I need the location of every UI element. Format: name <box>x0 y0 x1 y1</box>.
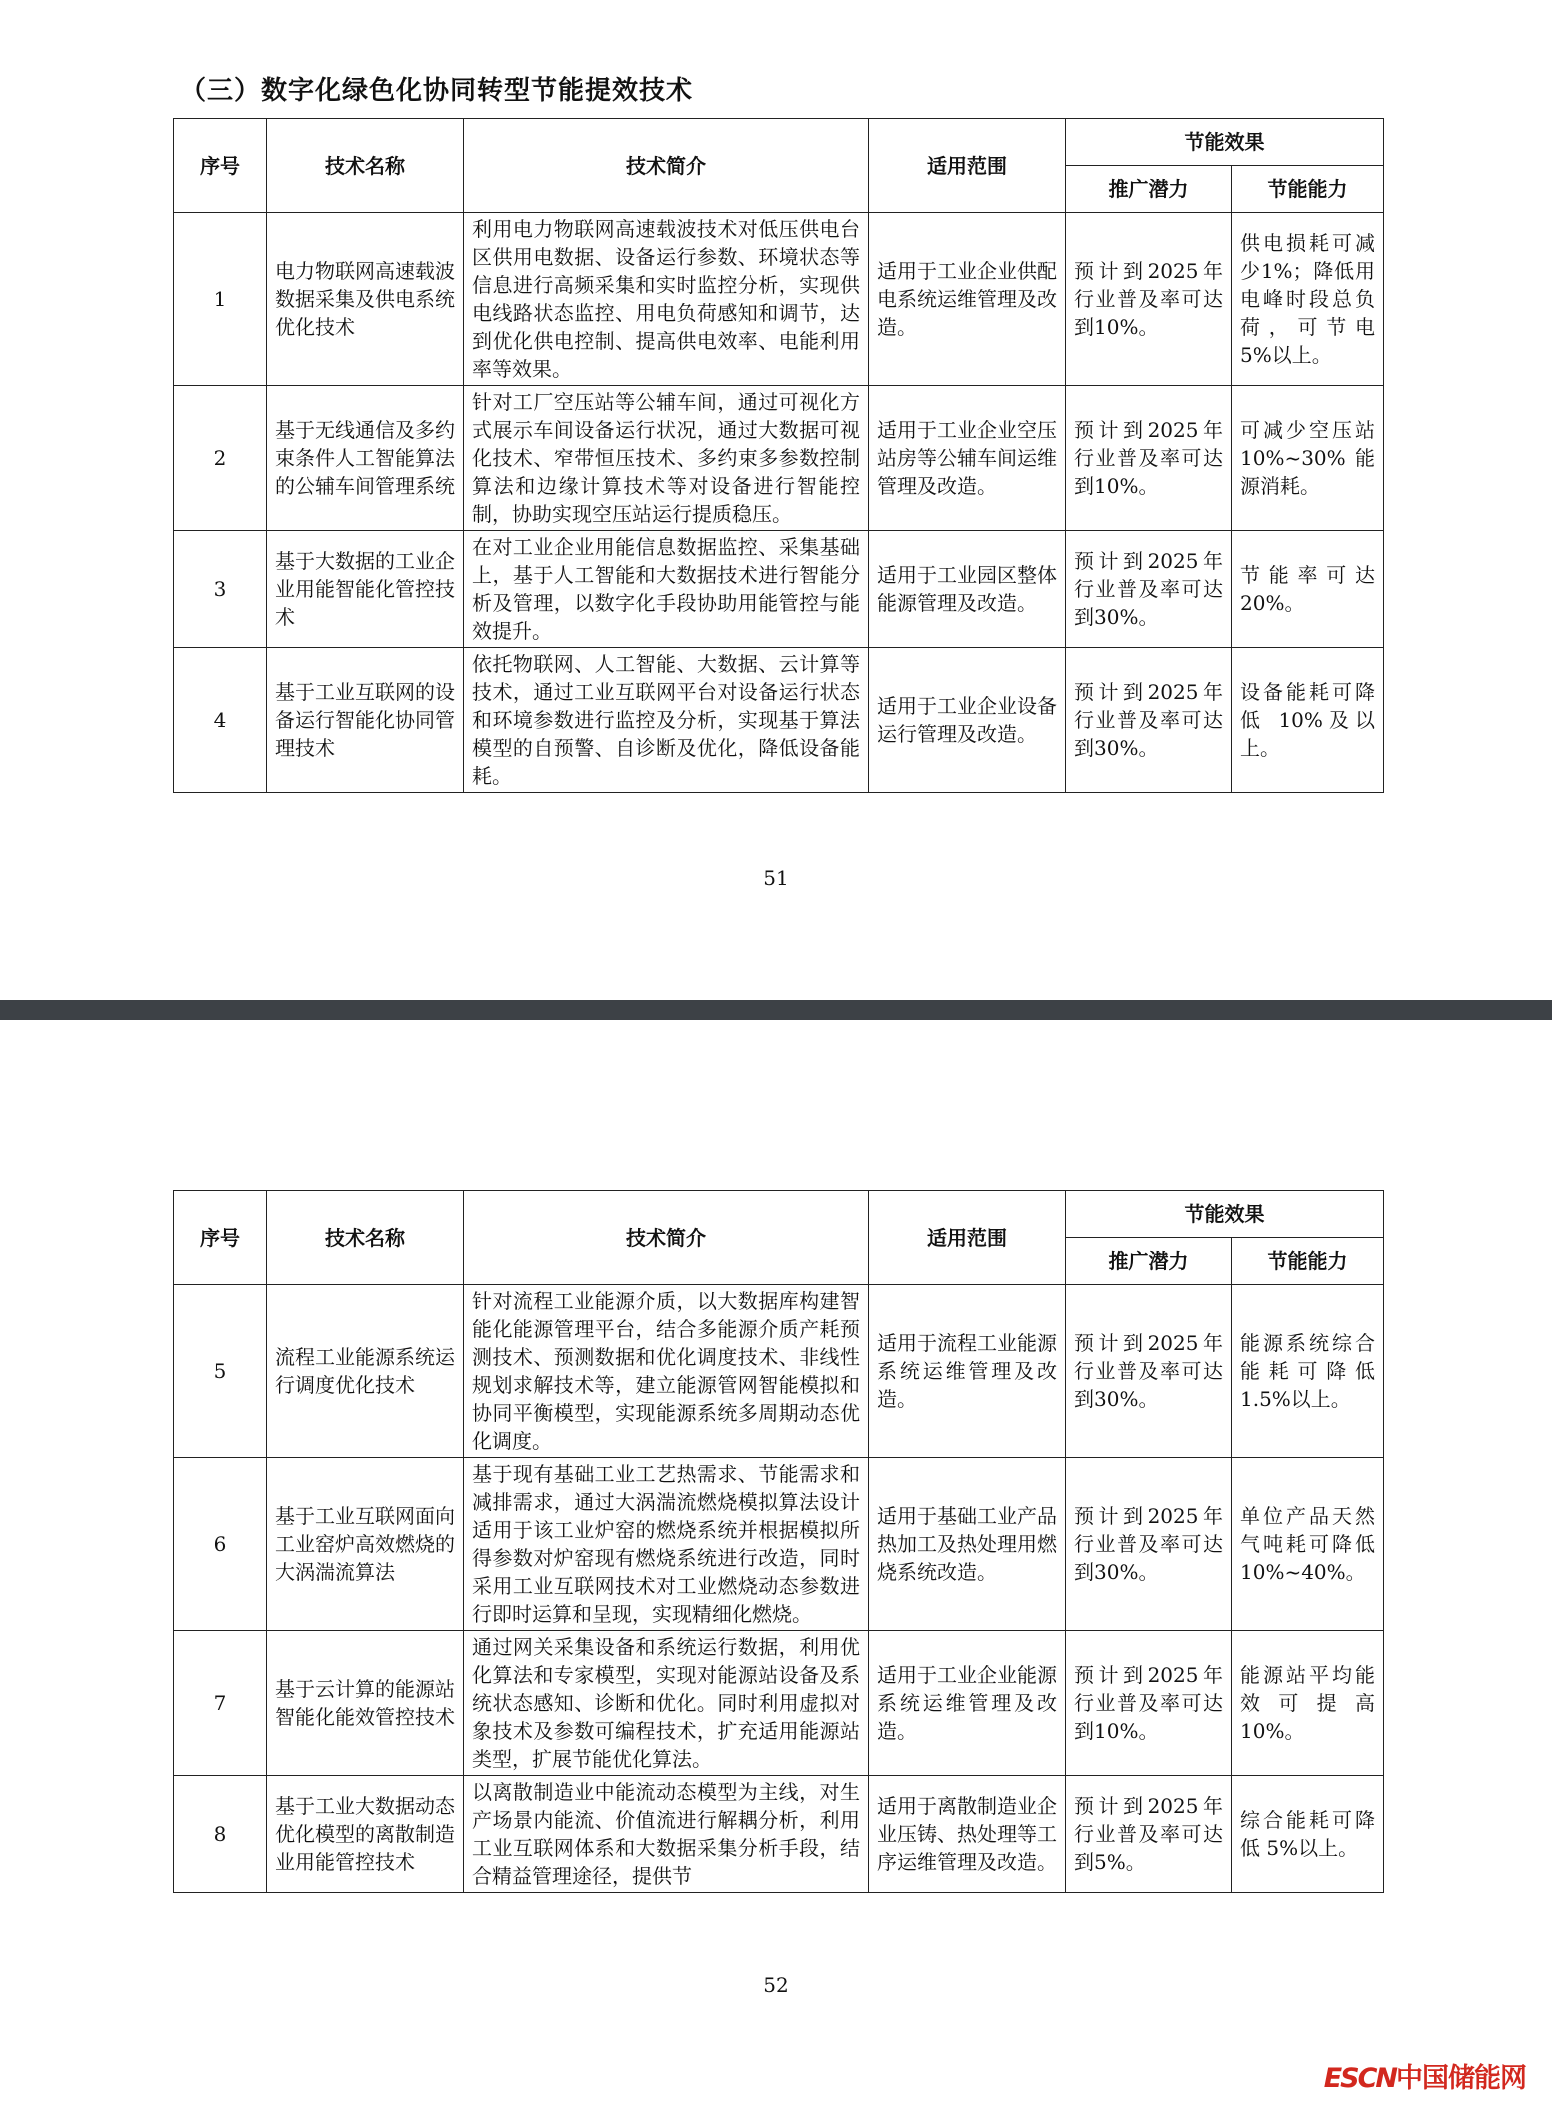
row-summary: 以离散制造业中能流动态模型为主线，对生产场景内能流、价值流进行解耦分析，利用工业互联网体系和大数据采集分析手段，结合精益管理途径，提供节 <box>464 1776 869 1893</box>
row-scope: 适用于工业企业空压站房等公辅车间运维管理及改造。 <box>869 386 1066 531</box>
row-name: 流程工业能源系统运行调度优化技术 <box>267 1285 464 1458</box>
header-name: 技术名称 <box>267 1191 464 1285</box>
row-scope: 适用于流程工业能源系统运维管理及改造。 <box>869 1285 1066 1458</box>
row-name: 基于无线通信及多约束条件人工智能算法的公辅车间管理系统 <box>267 386 464 531</box>
row-potential: 预计到2025年行业普及率可达到30%。 <box>1066 1285 1232 1458</box>
row-index: 2 <box>174 386 267 531</box>
header-scope: 适用范围 <box>869 1191 1066 1285</box>
table-row <box>174 1776 1384 1893</box>
table-row <box>174 648 1384 793</box>
header-potential: 推广潜力 <box>1066 1238 1232 1285</box>
row-summary: 基于现有基础工业工艺热需求、节能需求和减排需求，通过大涡湍流燃烧模拟算法设计适用于该工业炉窑的燃烧系统并根据模拟所得参数对炉窑现有燃烧系统进行改造，同时采用工业互联网技术对工业燃烧动态参数进行即时运算和呈现，实现精细化燃烧。 <box>464 1458 869 1631</box>
row-capacity: 单位产品天然气吨耗可降低10%~40%。 <box>1232 1458 1384 1631</box>
row-index: 3 <box>174 531 267 648</box>
row-capacity: 能源系统综合能耗可降低 1.5%以上。 <box>1232 1285 1384 1458</box>
row-potential: 预计到2025年行业普及率可达到5%。 <box>1066 1776 1232 1893</box>
row-capacity: 可减少空压站 10%~30%能源消耗。 <box>1232 386 1384 531</box>
page-52 <box>0 1020 1552 2117</box>
header-name: 技术名称 <box>267 119 464 213</box>
row-name: 电力物联网高速载波数据采集及供电系统优化技术 <box>267 213 464 386</box>
row-potential: 预计到2025年行业普及率可达到30%。 <box>1066 531 1232 648</box>
row-name: 基于工业互联网的设备运行智能化协同管理技术 <box>267 648 464 793</box>
header-index: 序号 <box>174 119 267 213</box>
page-divider <box>0 1000 1552 1020</box>
row-summary: 利用电力物联网高速载波技术对低压供电台区供用电数据、设备运行参数、环境状态等信息进行高频采集和实时监控分析，实现供电线路状态监控、用电负荷感知和调节，达到优化供电控制、提高供电效率、电能利用率等效果。 <box>464 213 869 386</box>
row-scope: 适用于工业企业能源系统运维管理及改造。 <box>869 1631 1066 1776</box>
logo-cn: 中国储能网 <box>1396 2063 1526 2094</box>
row-index: 1 <box>174 213 267 386</box>
table-row <box>174 1458 1384 1631</box>
row-summary: 依托物联网、人工智能、大数据、云计算等技术，通过工业互联网平台对设备运行状态和环境参数进行监控及分析，实现基于算法模型的自预警、自诊断及优化，降低设备能耗。 <box>464 648 869 793</box>
row-name: 基于大数据的工业企业用能智能化管控技术 <box>267 531 464 648</box>
header-scope: 适用范围 <box>869 119 1066 213</box>
row-index: 5 <box>174 1285 267 1458</box>
row-capacity: 设备能耗可降低 10%及以上。 <box>1232 648 1384 793</box>
header-capacity: 节能能力 <box>1232 1238 1384 1285</box>
header-summary: 技术简介 <box>464 119 869 213</box>
row-summary: 在对工业企业用能信息数据监控、采集基础上，基于人工智能和大数据技术进行智能分析及管理，以数字化手段协助用能管控与能效提升。 <box>464 531 869 648</box>
row-name: 基于工业互联网面向工业窑炉高效燃烧的大涡湍流算法 <box>267 1458 464 1631</box>
row-potential: 预计到2025年行业普及率可达到30%。 <box>1066 1458 1232 1631</box>
row-potential: 预计到2025年行业普及率可达到10%。 <box>1066 386 1232 531</box>
row-index: 8 <box>174 1776 267 1893</box>
table-row <box>174 386 1384 531</box>
logo-en: ESCN <box>1323 2063 1396 2094</box>
tech-table-2 <box>173 1190 1384 1893</box>
tech-table-1 <box>173 118 1384 793</box>
page-number: 51 <box>763 866 789 890</box>
row-capacity: 综合能耗可降低 5%以上。 <box>1232 1776 1384 1893</box>
page-51 <box>0 0 1552 1000</box>
row-summary: 针对工厂空压站等公辅车间，通过可视化方式展示车间设备运行状况，通过大数据可视化技术、窄带恒压技术、多约束多参数控制算法和边缘计算技术等对设备进行智能控制，协助实现空压站运行提质稳压。 <box>464 386 869 531</box>
section-title: （三）数字化绿色化协同转型节能提效技术 <box>180 76 694 106</box>
row-capacity: 供电损耗可减少1%；降低用电峰时段总负荷，可节电 5%以上。 <box>1232 213 1384 386</box>
row-scope: 适用于离散制造业企业压铸、热处理等工序运维管理及改造。 <box>869 1776 1066 1893</box>
row-summary: 通过网关采集设备和系统运行数据，利用优化算法和专家模型，实现对能源站设备及系统状态感知、诊断和优化。同时利用虚拟对象技术及参数可编程技术，扩充适用能源站类型，扩展节能优化算法。 <box>464 1631 869 1776</box>
table-row <box>174 213 1384 386</box>
row-potential: 预计到2025年行业普及率可达到10%。 <box>1066 1631 1232 1776</box>
row-potential: 预计到2025年行业普及率可达到30%。 <box>1066 648 1232 793</box>
row-name: 基于云计算的能源站智能化能效管控技术 <box>267 1631 464 1776</box>
header-summary: 技术简介 <box>464 1191 869 1285</box>
row-scope: 适用于工业企业设备运行管理及改造。 <box>869 648 1066 793</box>
row-index: 7 <box>174 1631 267 1776</box>
row-summary: 针对流程工业能源介质，以大数据库构建智能化能源管理平台，结合多能源介质产耗预测技术、预测数据和优化调度技术、非线性规划求解技术等，建立能源管网智能模拟和协同平衡模型，实现能源系统多周期动态优化调度。 <box>464 1285 869 1458</box>
page-number: 52 <box>763 1973 789 1997</box>
table-row <box>174 1285 1384 1458</box>
row-index: 6 <box>174 1458 267 1631</box>
table-row <box>174 1631 1384 1776</box>
row-potential: 预计到2025年行业普及率可达到10%。 <box>1066 213 1232 386</box>
table-row <box>174 531 1384 648</box>
row-index: 4 <box>174 648 267 793</box>
header-potential: 推广潜力 <box>1066 166 1232 213</box>
header-index: 序号 <box>174 1191 267 1285</box>
row-capacity: 节能率可达20%。 <box>1232 531 1384 648</box>
row-name: 基于工业大数据动态优化模型的离散制造业用能管控技术 <box>267 1776 464 1893</box>
row-scope: 适用于工业企业供配电系统运维管理及改造。 <box>869 213 1066 386</box>
row-scope: 适用于基础工业产品热加工及热处理用燃烧系统改造。 <box>869 1458 1066 1631</box>
escn-logo <box>1324 2056 1526 2095</box>
row-scope: 适用于工业园区整体能源管理及改造。 <box>869 531 1066 648</box>
row-capacity: 能源站平均能效可提高10%。 <box>1232 1631 1384 1776</box>
header-effect: 节能效果 <box>1066 119 1384 166</box>
header-effect: 节能效果 <box>1066 1191 1384 1238</box>
header-capacity: 节能能力 <box>1232 166 1384 213</box>
